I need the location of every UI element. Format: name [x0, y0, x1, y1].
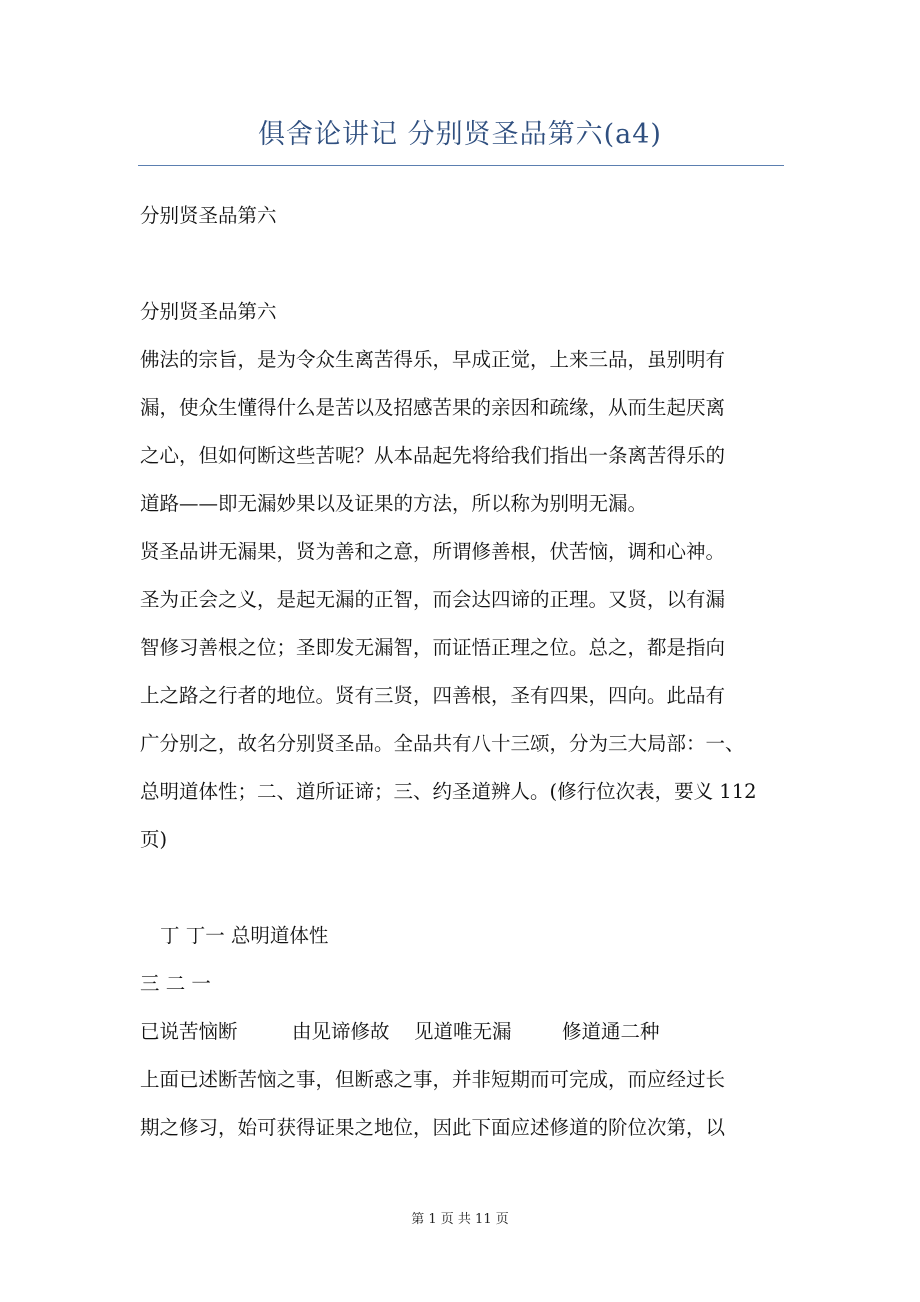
heading-2: 分别贤圣品第六 — [140, 300, 277, 323]
paragraph-2-line: 广分别之，故名分别贤圣品。全品共有八十三颂，分为三大局部：一、 — [140, 732, 745, 755]
paragraph-3-line: 期之修习，始可获得证果之地位，因此下面应述修道的阶位次第，以 — [140, 1116, 726, 1139]
paragraph-2-line: 圣为正会之义，是起无漏的正智，而会达四谛的正理。又贤，以有漏 — [140, 588, 726, 611]
paragraph-2-line: 页) — [140, 828, 168, 851]
section-heading: 丁 丁一 总明道体性 — [160, 924, 329, 947]
paragraph-2-line: 上之路之行者的地位。贤有三贤，四善根，圣有四果，四向。此品有 — [140, 684, 726, 707]
paragraph-2-line: 贤圣品讲无漏果，贤为善和之意，所谓修善根，伏苦恼，调和心神。 — [140, 540, 726, 563]
heading-1: 分别贤圣品第六 — [140, 204, 277, 227]
paragraph-2-line: 智修习善根之位；圣即发无漏智，而证悟正理之位。总之，都是指向 — [140, 636, 726, 659]
paragraph-3-line: 上面已述断苦恼之事，但断惑之事，并非短期而可完成，而应经过长 — [140, 1068, 726, 1091]
verse-phrase: 见道唯无漏 — [414, 1020, 512, 1043]
verse-phrase: 由见谛修故 — [292, 1020, 390, 1043]
page-footer: 第 1 页 共 11 页 — [411, 1212, 509, 1227]
paragraph-1-line: 佛法的宗旨，是为令众生离苦得乐，早成正觉，上来三品，虽别明有 — [140, 348, 726, 371]
verse-phrase: 已说苦恼断 — [140, 1020, 238, 1043]
paragraph-1-line: 之心，但如何断这些苦呢？从本品起先将给我们指出一条离苦得乐的 — [140, 444, 726, 467]
paragraph-1-line: 漏，使众生懂得什么是苦以及招感苦果的亲因和疏缘，从而生起厌离 — [140, 396, 726, 419]
numbering-line: 三 二 一 — [140, 972, 211, 995]
title-divider — [138, 165, 784, 166]
page-title: 俱舍论讲记 分别贤圣品第六(a4) — [258, 119, 662, 150]
paragraph-2-line: 总明道体性；二、道所证谛；三、约圣道辨人。(修行位次表，要义 112 — [140, 780, 757, 803]
verse-phrase: 修道通二种 — [562, 1020, 660, 1043]
paragraph-1-line: 道路——即无漏妙果以及证果的方法，所以称为别明无漏。 — [140, 492, 648, 515]
